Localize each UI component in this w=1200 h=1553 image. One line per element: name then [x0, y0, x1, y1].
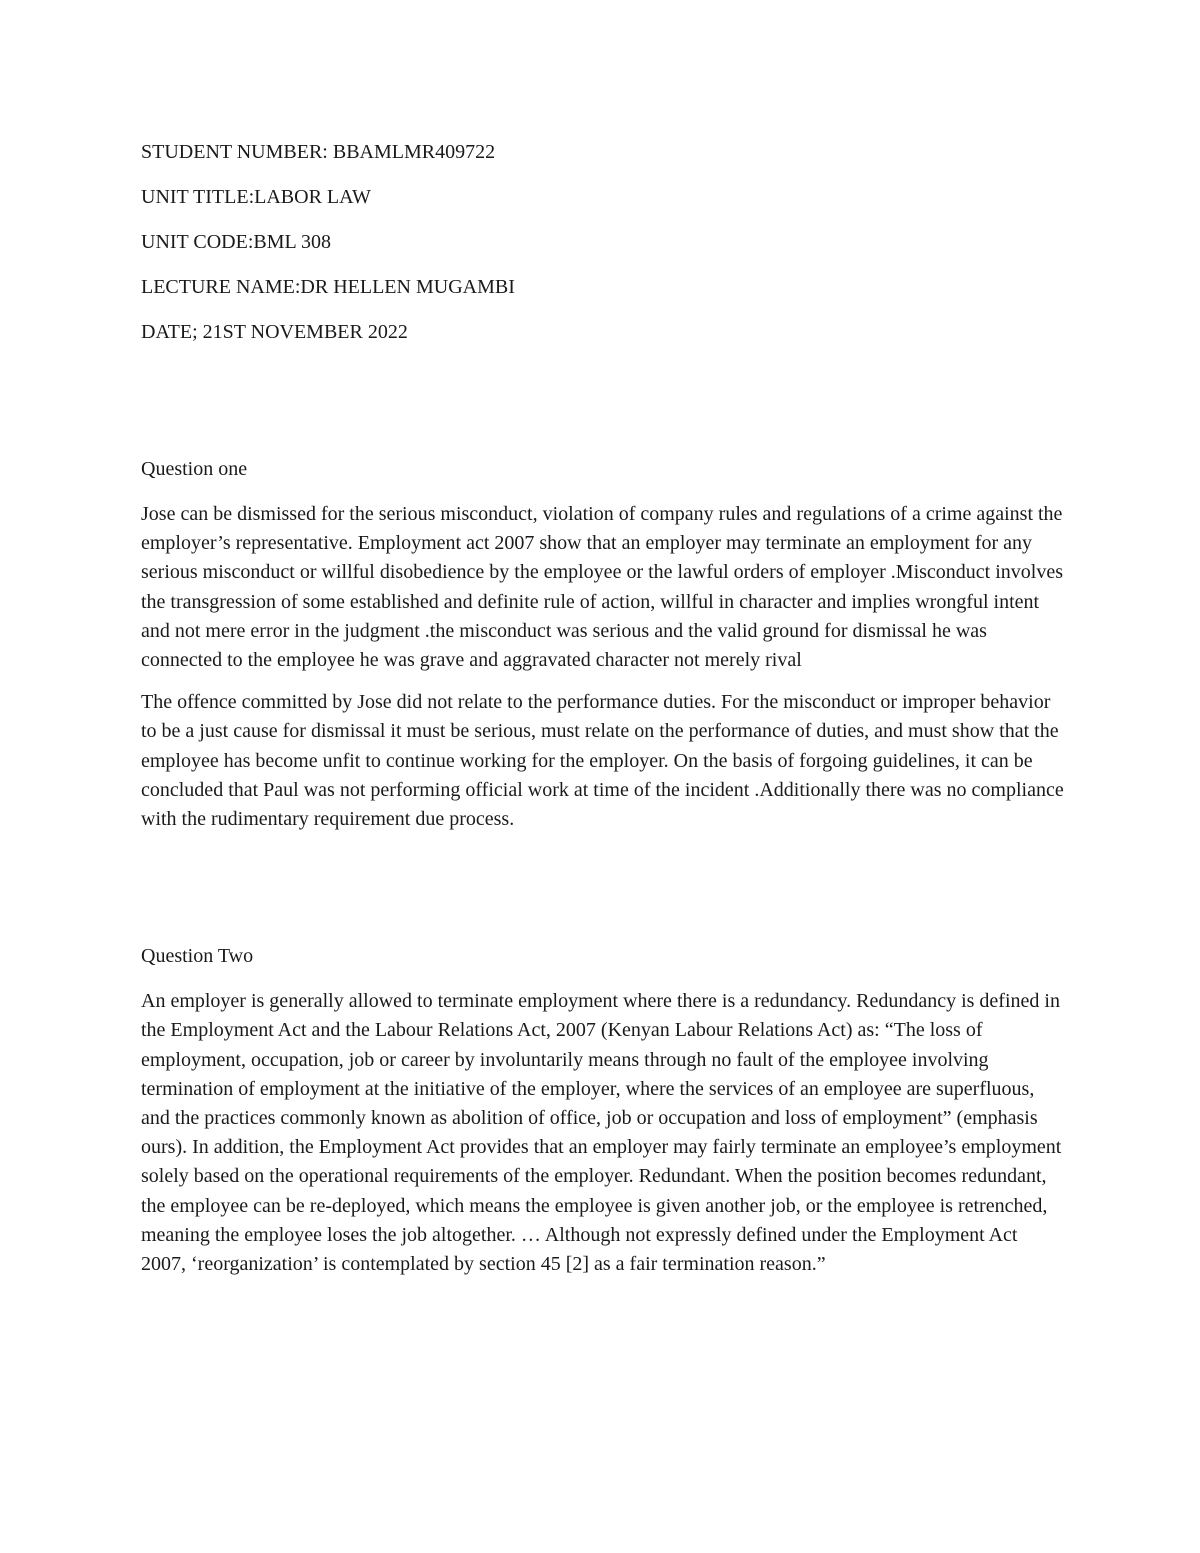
unit-code: UNIT CODE:BML 308 [141, 231, 331, 253]
question-one-paragraph-2: The offence committed by Jose did not relate to the performance duties. For the misconduct or improper behavior to be a just cause for dismissal it must be serious, must relate on the performance of duties, and must show that the employee has become unfit to continue working for the employer. On the basis of forgoing guidelines, it can be concluded that Paul was not performing official work at time of the incident .Additionally there was no compliance with the rudimentary requirement due process. [141, 691, 1064, 831]
question-two-heading: Question Two [141, 945, 254, 968]
lecture-name: LECTURE NAME:DR HELLEN MUGAMBI [141, 276, 515, 298]
question-one-paragraph-1: Jose can be dismissed for the serious misconduct, violation of company rules and regulations of a crime against the employer’s representative. Employment act 2007 show that an employer may terminate an employment for any serious misconduct or willful disobedience by the employee or the lawful orders of employer .Misconduct involves the transgression of some established and definite rule of action, willful in character and implies wrongful intent and not mere error in the judgment .the misconduct was serious and the valid ground for dismissal he was connected to the employee he was grave and aggravated character not merely rival [141, 503, 1064, 672]
submission-date: DATE; 21ST NOVEMBER 2022 [141, 321, 408, 343]
spacer [141, 847, 1066, 944]
question-two-paragraph-1: An employer is generally allowed to terminate employment where there is a redundancy. Redundancy is defined in the Employment Act and the Labour Relations Act, 2007 (Kenyan Labour Relations Act) as: “The loss of employment, occupation, job or career by involuntarily means through no fault of the employee involving termination of employment at the initiative of the employer, where the services of an employee are superfluous, and the practices commonly known as abolition of office, job or occupation and loss of employment” (emphasis ours). In addition, the Employment Act provides that an employer may fairly terminate an employee’s employment solely based on the operational requirements of the employer. Redundant. When the position becomes redundant, the employee can be re-deployed, which means the employee is given another job, or the employee is retrenched, meaning the employee loses the job altogether. … Although not expressly defined under the Employment Act 2007, ‘reorganization’ is contemplated by section 45 [2] as a fair termination reason.” [141, 990, 1062, 1276]
question-one-heading: Question one [141, 458, 248, 480]
unit-title: UNIT TITLE:LABOR LAW [141, 186, 371, 208]
student-number: STUDENT NUMBER: BBAMLMR409722 [141, 141, 496, 163]
question-one-section [141, 457, 1066, 834]
question-two-section [141, 944, 1066, 1279]
cover-details [141, 140, 1066, 345]
spacer [141, 365, 1066, 457]
document-body [141, 140, 1066, 1292]
